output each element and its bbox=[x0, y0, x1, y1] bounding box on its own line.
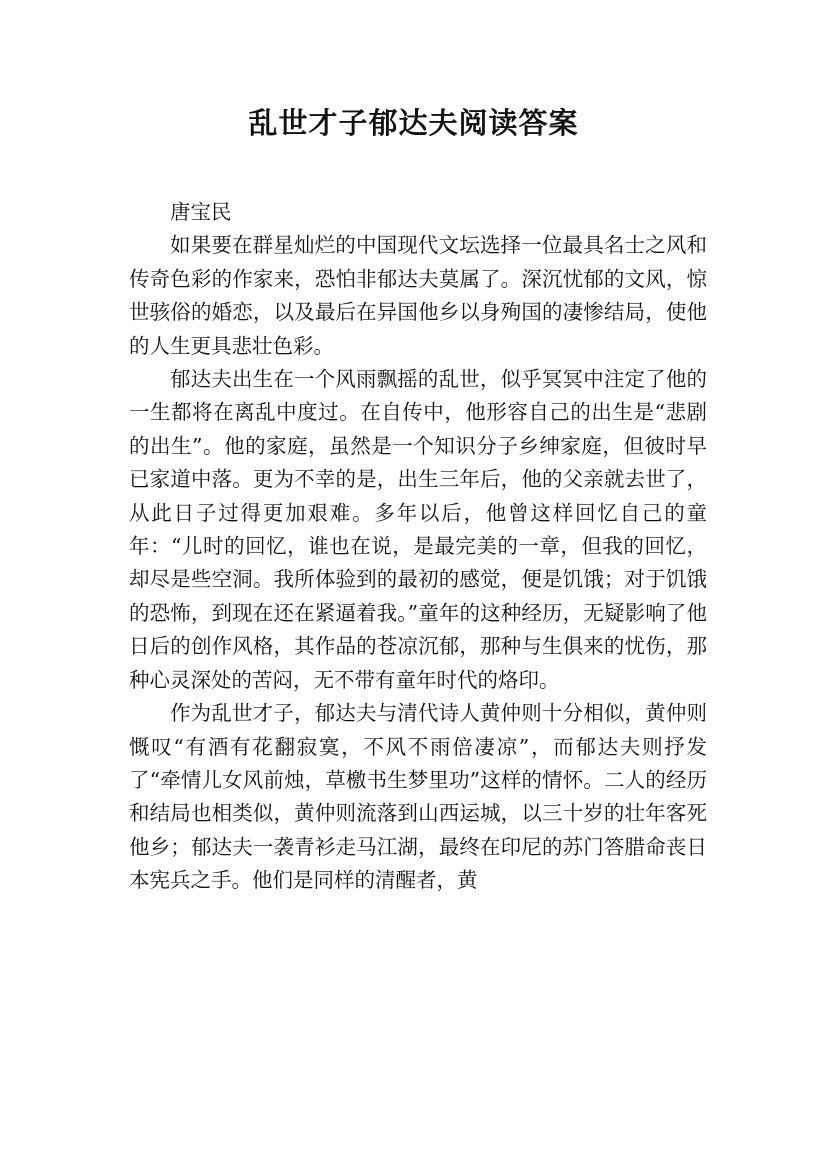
paragraph-1: 如果要在群星灿烂的中国现代文坛选择一位最具名士之风和传奇色彩的作家来，恐怕非郁达夫莫属了。深沉忧郁的文风，惊世骇俗的婚恋，以及最后在异国他乡以身殉国的凄惨结局，使他的人生更具悲壮色彩。 bbox=[129, 233, 707, 358]
paragraph-3: 作为乱世才子，郁达夫与清代诗人黄仲则十分相似，黄仲则慨叹“有酒有花翻寂寞，不风不雨倍凄凉”，而郁达夫则抒发了“牵情儿女风前烛，草檄书生梦里功”这样的情怀。二人的经历和结局也相类似，黄仲则流落到山西运城，以三十岁的壮年客死他乡；郁达夫一袭青衫走马江湖，最终在印尼的苏门答腊命丧日本宪兵之手。他们是同样的清醒者，黄 bbox=[129, 701, 707, 893]
document-body bbox=[129, 196, 707, 898]
document-title: 乱世才子郁达夫阅读答案 bbox=[248, 106, 579, 140]
paragraph-2: 郁达夫出生在一个风雨飘摇的乱世，似乎冥冥中注定了他的一生都将在离乱中度过。在自传中，他形容自己的出生是“悲剧的出生”。他的家庭，虽然是一个知识分子乡绅家庭，但彼时早已家道中落。更为不幸的是，出生三年后，他的父亲就去世了，从此日子过得更加艰难。多年以后，他曾这样回忆自己的童年：“儿时的回忆，谁也在说，是最完美的一章，但我的回忆，却尽是些空洞。我所体验到的最初的感觉，便是饥饿；对于饥饿的恐怖，到现在还在紧逼着我。”童年的这种经历，无疑影响了他日后的创作风格，其作品的苍凉沉郁，那种与生俱来的忧伤，那种心灵深处的苦闷，无不带有童年时代的烙印。 bbox=[129, 367, 707, 692]
author-name: 唐宝民 bbox=[170, 200, 232, 224]
